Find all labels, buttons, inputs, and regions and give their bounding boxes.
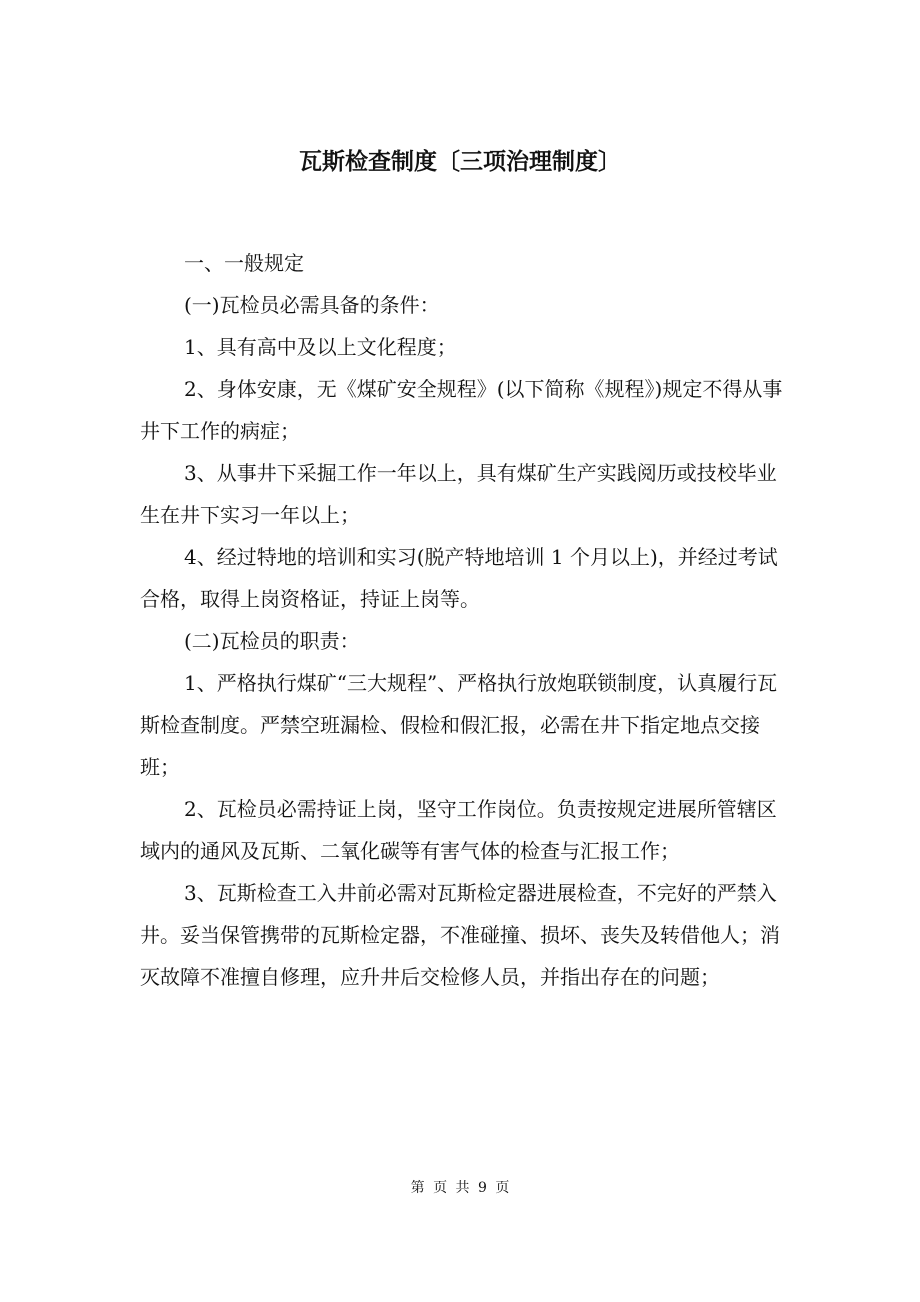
paragraph-requirement-4: 4、经过特地的培训和实习(脱产特地培训 1 个月以上)，并经过考试合格，取得上岗资格证，持证上岗等。 — [140, 545, 778, 611]
paragraph-duty-1: 1、严格执行煤矿“三大规程”、严格执行放炮联锁制度，认真履行瓦斯检查制度。严禁空班漏检、假检和假汇报，必需在井下指定地点交接班； — [140, 671, 778, 779]
paragraph-requirement-2: 2、身体安康，无《煤矿安全规程》(以下简称《规程》)规定不得从事井下工作的病症； — [140, 377, 783, 443]
document-title: 瓦斯检查制度〔三项治理制度〕 — [299, 148, 621, 175]
paragraph-duty-2: 2、瓦检员必需持证上岗，坚守工作岗位。负责按规定进展所管辖区域内的通风及瓦斯、二氧化碳等有害气体的检查与汇报工作； — [140, 797, 777, 863]
subsection-heading-requirements: (一)瓦检员必需具备的条件： — [184, 293, 440, 317]
page-footer: 第 页 共 9 页 — [410, 1180, 510, 1196]
section-heading-general: 一、一般规定 — [184, 251, 304, 275]
subsection-heading-duties: (二)瓦检员的职责： — [184, 629, 360, 653]
paragraph-duty-3: 3、瓦斯检查工入井前必需对瓦斯检定器进展检查，不完好的严禁入井。妥当保管携带的瓦斯检定器，不准碰撞、损坏、丧失及转借他人；消灭故障不准擅自修理，应升井后交检修人员，并指出存在的问题； — [140, 881, 780, 989]
paragraph-requirement-1: 1、具有高中及以上文化程度； — [184, 335, 457, 359]
document-body — [140, 242, 790, 998]
paragraph-requirement-3: 3、从事井下采掘工作一年以上，具有煤矿生产实践阅历或技校毕业生在井下实习一年以上； — [140, 461, 777, 527]
